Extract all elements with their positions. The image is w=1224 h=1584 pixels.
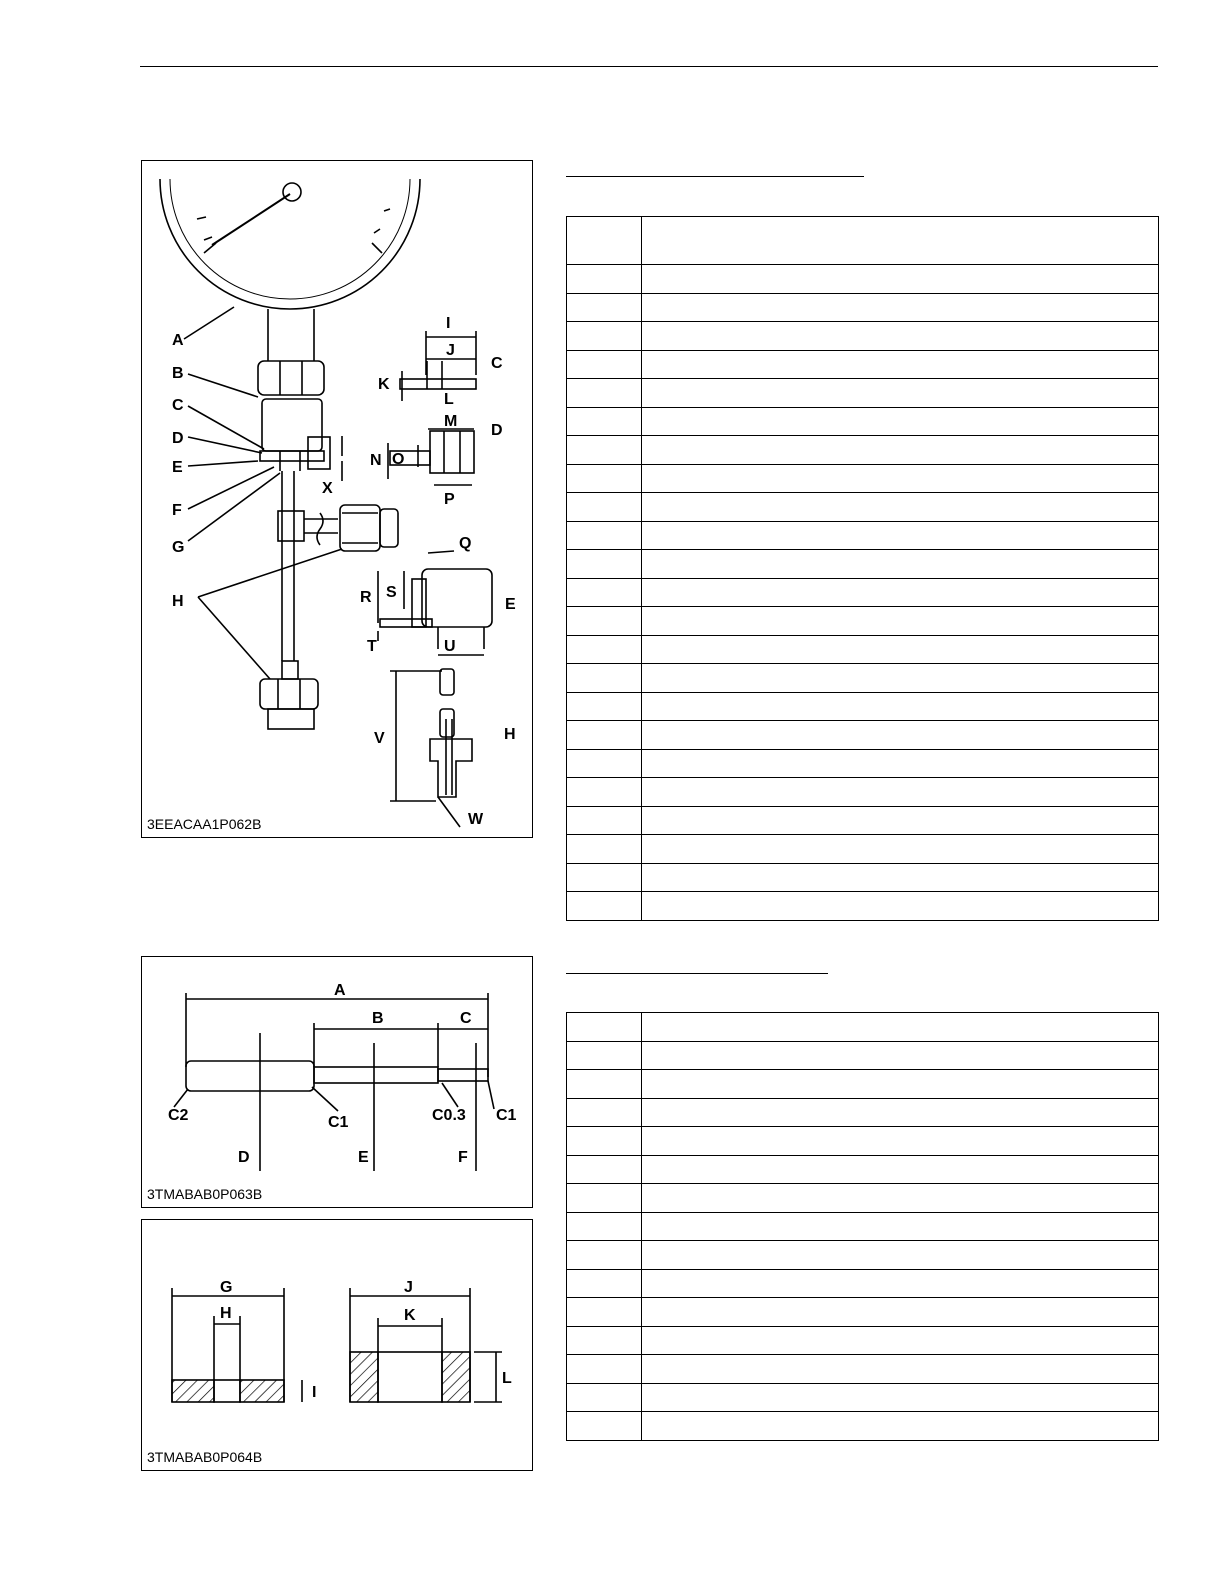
label-j: J [446,342,455,359]
table-header-row [567,217,1159,265]
label-t: T [367,638,377,655]
label-p: P [444,491,455,508]
figure-code: 3TMABAB0P063B [147,1186,263,1202]
table-row [567,1127,1159,1156]
table-row [567,778,1159,807]
table-row [567,578,1159,607]
label-u: U [444,638,456,655]
section-title-underline-1 [566,176,864,177]
label-q: Q [459,535,472,552]
table-row [567,265,1159,294]
table-row [567,436,1159,465]
label-c-detail: C [491,355,503,372]
spec-table-1 [566,216,1159,921]
dim-label-d: D [238,1149,250,1166]
table-row [567,1212,1159,1241]
shaft-drawing [142,957,534,1209]
section-title-underline-2 [566,973,828,974]
chamfer-label-c1: C1 [328,1114,349,1131]
table-row [567,664,1159,693]
label-d-detail: D [491,422,503,439]
dim-label-l: L [502,1370,512,1387]
header-rule [140,66,1158,67]
label-b: B [172,365,184,382]
table-row [567,1383,1159,1412]
label-c: C [172,397,184,414]
figure-code: 3EEACAA1P062B [147,816,262,832]
table-row [567,379,1159,408]
table-row [567,350,1159,379]
label-x: X [322,480,333,497]
figure-gauge-adaptor [141,160,533,838]
dim-label-a: A [334,982,346,999]
table-row [567,1326,1159,1355]
spec-table-2 [566,1012,1159,1441]
table-row [567,1155,1159,1184]
label-f: F [172,502,182,519]
dim-label-i: I [312,1384,317,1401]
table-row [567,1241,1159,1270]
label-s: S [386,584,397,601]
table-row [567,635,1159,664]
table-row [567,835,1159,864]
dim-label-c: C [460,1010,472,1027]
dim-label-b: B [372,1010,384,1027]
table-row [567,1041,1159,1070]
label-e: E [172,459,183,476]
figure-shaft [141,956,533,1208]
table-row [567,1412,1159,1441]
table-row [567,407,1159,436]
label-e-detail: E [505,596,516,613]
table-row [567,1098,1159,1127]
table-row [567,806,1159,835]
table-row [567,493,1159,522]
label-o: O [392,451,405,468]
label-d: D [172,430,184,447]
table-row [567,1298,1159,1327]
chamfer-label-c2: C2 [168,1107,189,1124]
table-row [567,1184,1159,1213]
table-row [567,1070,1159,1099]
label-i: I [446,315,451,332]
table-row [567,521,1159,550]
table-row [567,863,1159,892]
label-w: W [468,811,484,828]
label-h: H [172,593,184,610]
dim-label-k: K [404,1307,416,1324]
rings-drawing [142,1220,534,1472]
dim-label-j: J [404,1279,413,1296]
label-r: R [360,589,372,606]
dim-label-h: H [220,1305,232,1322]
table-row [567,1269,1159,1298]
table-row [567,464,1159,493]
table-row [567,892,1159,921]
table-row [567,293,1159,322]
figure1-labels [172,315,516,828]
label-n: N [370,452,382,469]
table-row [567,692,1159,721]
table-row [567,1355,1159,1384]
label-l: L [444,391,454,408]
table-row [567,607,1159,636]
chamfer-label-c03: C0.3 [432,1107,466,1124]
figure-code: 3TMABAB0P064B [147,1449,263,1465]
table-row [567,749,1159,778]
table-row [567,1013,1159,1042]
dim-label-g: G [220,1279,233,1296]
label-g: G [172,539,185,556]
figure2-labels [168,982,517,1166]
label-k: K [378,376,390,393]
label-h-detail: H [504,726,516,743]
dim-label-e: E [358,1149,369,1166]
table-row [567,550,1159,579]
dim-label-f: F [458,1149,468,1166]
label-m: M [444,413,458,430]
figure-rings [141,1219,533,1471]
table-row [567,322,1159,351]
label-v: V [374,730,385,747]
label-a: A [172,332,184,349]
chamfer-label-c1-end: C1 [496,1107,517,1124]
gauge-drawing [142,161,534,839]
table-row [567,721,1159,750]
